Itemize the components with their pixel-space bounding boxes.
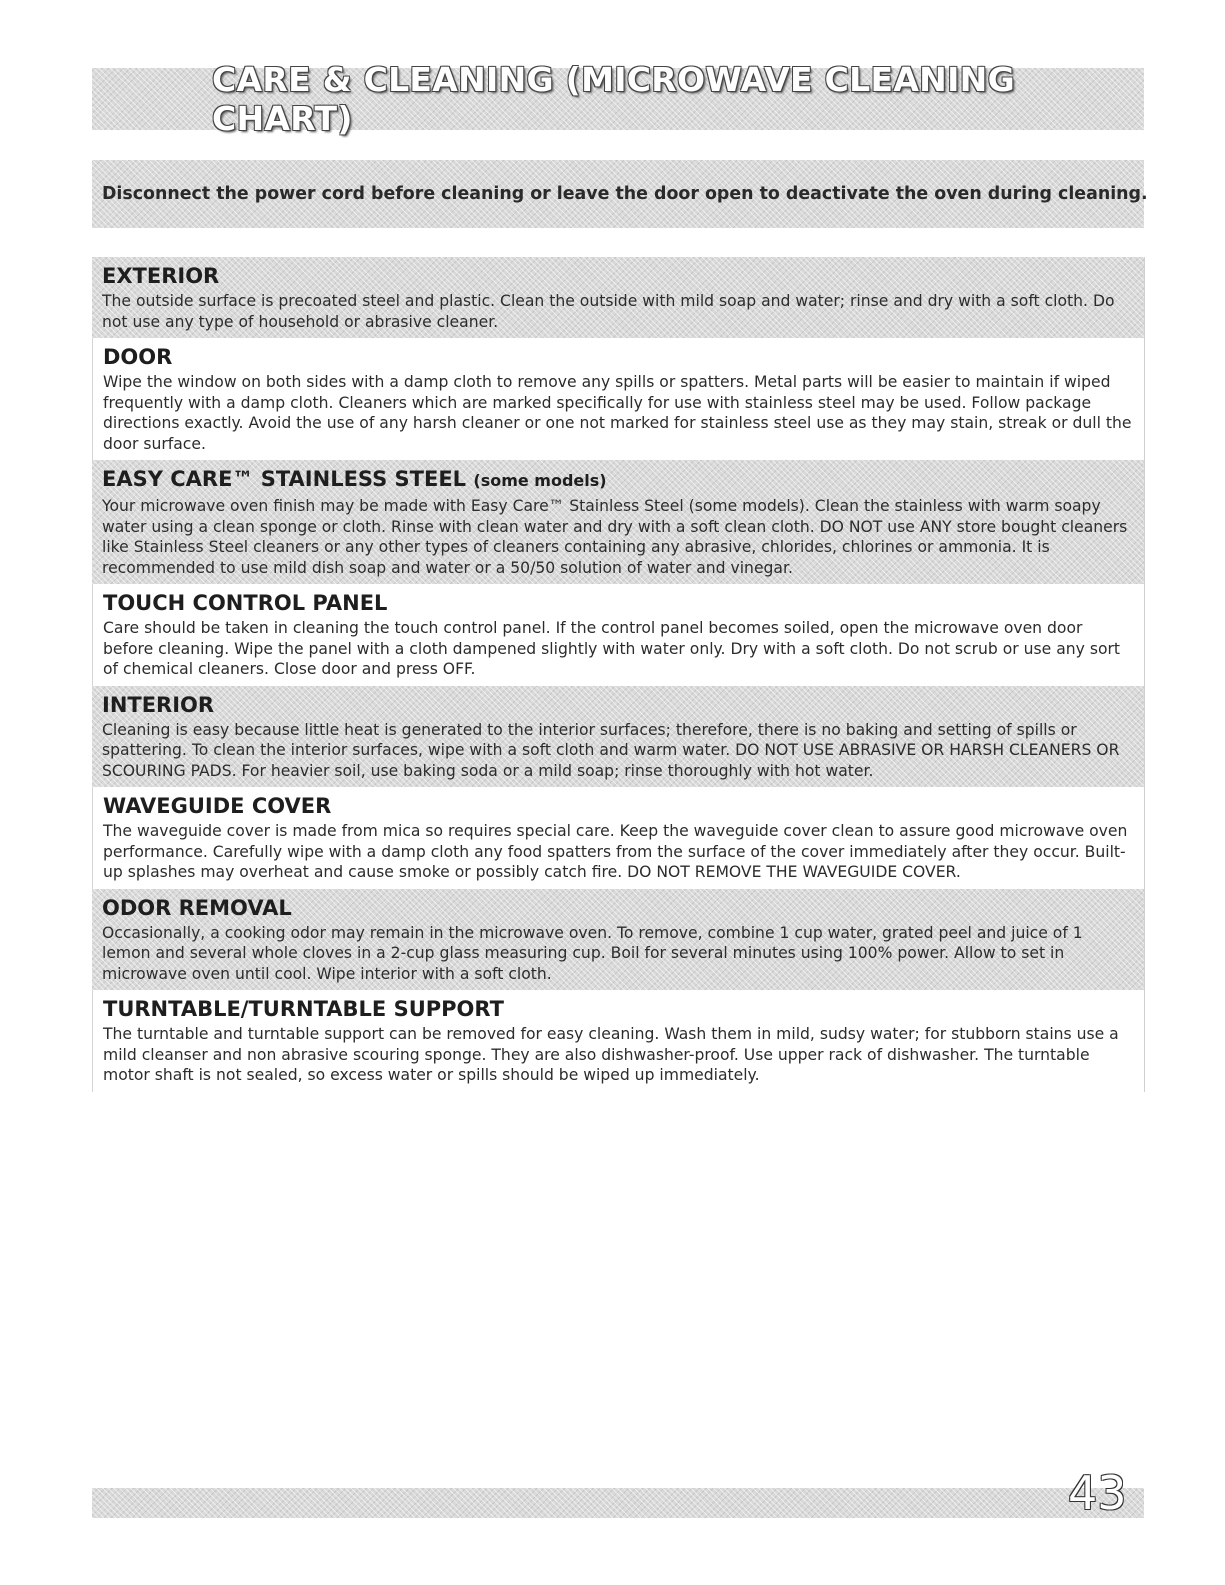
section-body: Cleaning is easy because little heat is generated to the interior surfaces; therefore, there is no baking and setting of spills or spattering. To clean the interior surfaces, wipe with a soft cloth and warm water. DO NOT USE ABRASIVE OR HARSH CLEANERS OR SCOURING PADS. For heavier soil, use baking soda or a mild soap; rinse thoroughly with hot water. <box>102 720 1120 780</box>
section-body: Your microwave oven finish may be made with Easy Care™ Stainless Steel (some models). Clean the stainless with warm soapy water using a clean sponge or cloth. Rinse with clean water and dry with a soft clean cloth. DO NOT use ANY store bought cleaners like Stainless Steel cleaners or any other types of cleaners containing any abrasive, chlorides, chlorines or ammonia. It is recommended to use mild dish soap and water or a 50/50 solution of water and vinegar. <box>102 497 1128 577</box>
page-title: CARE & CLEANING (MICROWAVE CLEANING CHART) <box>212 60 1015 138</box>
section-body: The turntable and turntable support can be removed for easy cleaning. Wash them in mild, sudsy water; for stubborn stains use a mild cleanser and non abrasive scouring sponge. They are also dishwasher-proof. Use upper rack of dishwasher. The turntable motor shaft is not sealed, so excess water or spills should be wiped up immediately. <box>103 1025 1119 1084</box>
section-heading: TOUCH CONTROL PANEL <box>103 591 388 615</box>
section-door <box>92 338 1144 460</box>
section-body: Care should be taken in cleaning the touch control panel. If the control panel becomes soiled, open the microwave oven door before cleaning. Wipe the panel with a cloth dampened slightly with water only. Dry with a soft cloth. Do not scrub or use any sort of chemical cleaners. Close door and press OFF. <box>103 619 1121 678</box>
warning-banner <box>92 160 1148 228</box>
cleaning-chart <box>92 257 1145 1092</box>
section-touch-control-panel <box>92 584 1144 686</box>
warning-text: Disconnect the power cord before cleaning or leave the door open to deactivate the oven during cleaning. <box>102 184 1148 204</box>
section-exterior <box>92 257 1144 338</box>
section-heading-text: EASY CARE™ STAINLESS STEEL <box>102 467 467 491</box>
section-heading: ODOR REMOVAL <box>102 895 292 920</box>
page-title-bar <box>92 60 1144 138</box>
section-easy-care-stainless-steel <box>92 460 1144 584</box>
section-heading: DOOR <box>103 345 173 369</box>
section-heading-note: (some models) <box>473 471 607 490</box>
section-body: The waveguide cover is made from mica so requires special care. Keep the waveguide cover clean to assure good microwave oven performance. Carefully wipe with a damp cloth any food spatters from the surface of the cover immediately after they occur. Built-up splashes may overheat and cause smoke or possibly catch fire. DO NOT REMOVE THE WAVEGUIDE COVER. <box>103 822 1128 881</box>
section-body: Occasionally, a cooking odor may remain in the microwave oven. To remove, combine 1 cup water, grated peel and juice of 1 lemon and several whole cloves in a 2-cup glass measuring cup. Boil for several minutes using 100% power. Allow to set in microwave oven until cool. Wipe interior with a soft cloth. <box>102 923 1083 983</box>
section-waveguide-cover <box>92 787 1144 889</box>
section-interior <box>92 686 1144 788</box>
section-heading <box>102 466 1134 494</box>
section-odor-removal <box>92 889 1144 991</box>
section-body: Wipe the window on both sides with a damp cloth to remove any spills or spatters. Metal parts will be easier to maintain if wiped frequently with a damp cloth. Cleaners which are marked specifically for use with stainless steel may be used. Follow package directions exactly. Avoid the use of any harsh cleaner or one not marked for stainless steel use as they may stain, streak or dull the door surface. <box>103 373 1132 453</box>
page-number: 43 <box>1068 1466 1127 1520</box>
section-heading: EXTERIOR <box>102 264 220 288</box>
section-heading: INTERIOR <box>102 692 215 717</box>
section-heading: TURNTABLE/TURNTABLE SUPPORT <box>103 997 504 1021</box>
footer-bar <box>92 1488 1144 1518</box>
section-body: The outside surface is precoated steel and plastic. Clean the outside with mild soap and water; rinse and dry with a soft cloth. Do not use any type of household or abrasive cleaner. <box>102 292 1115 331</box>
section-heading: WAVEGUIDE COVER <box>103 794 332 818</box>
section-turntable-support <box>92 990 1144 1092</box>
